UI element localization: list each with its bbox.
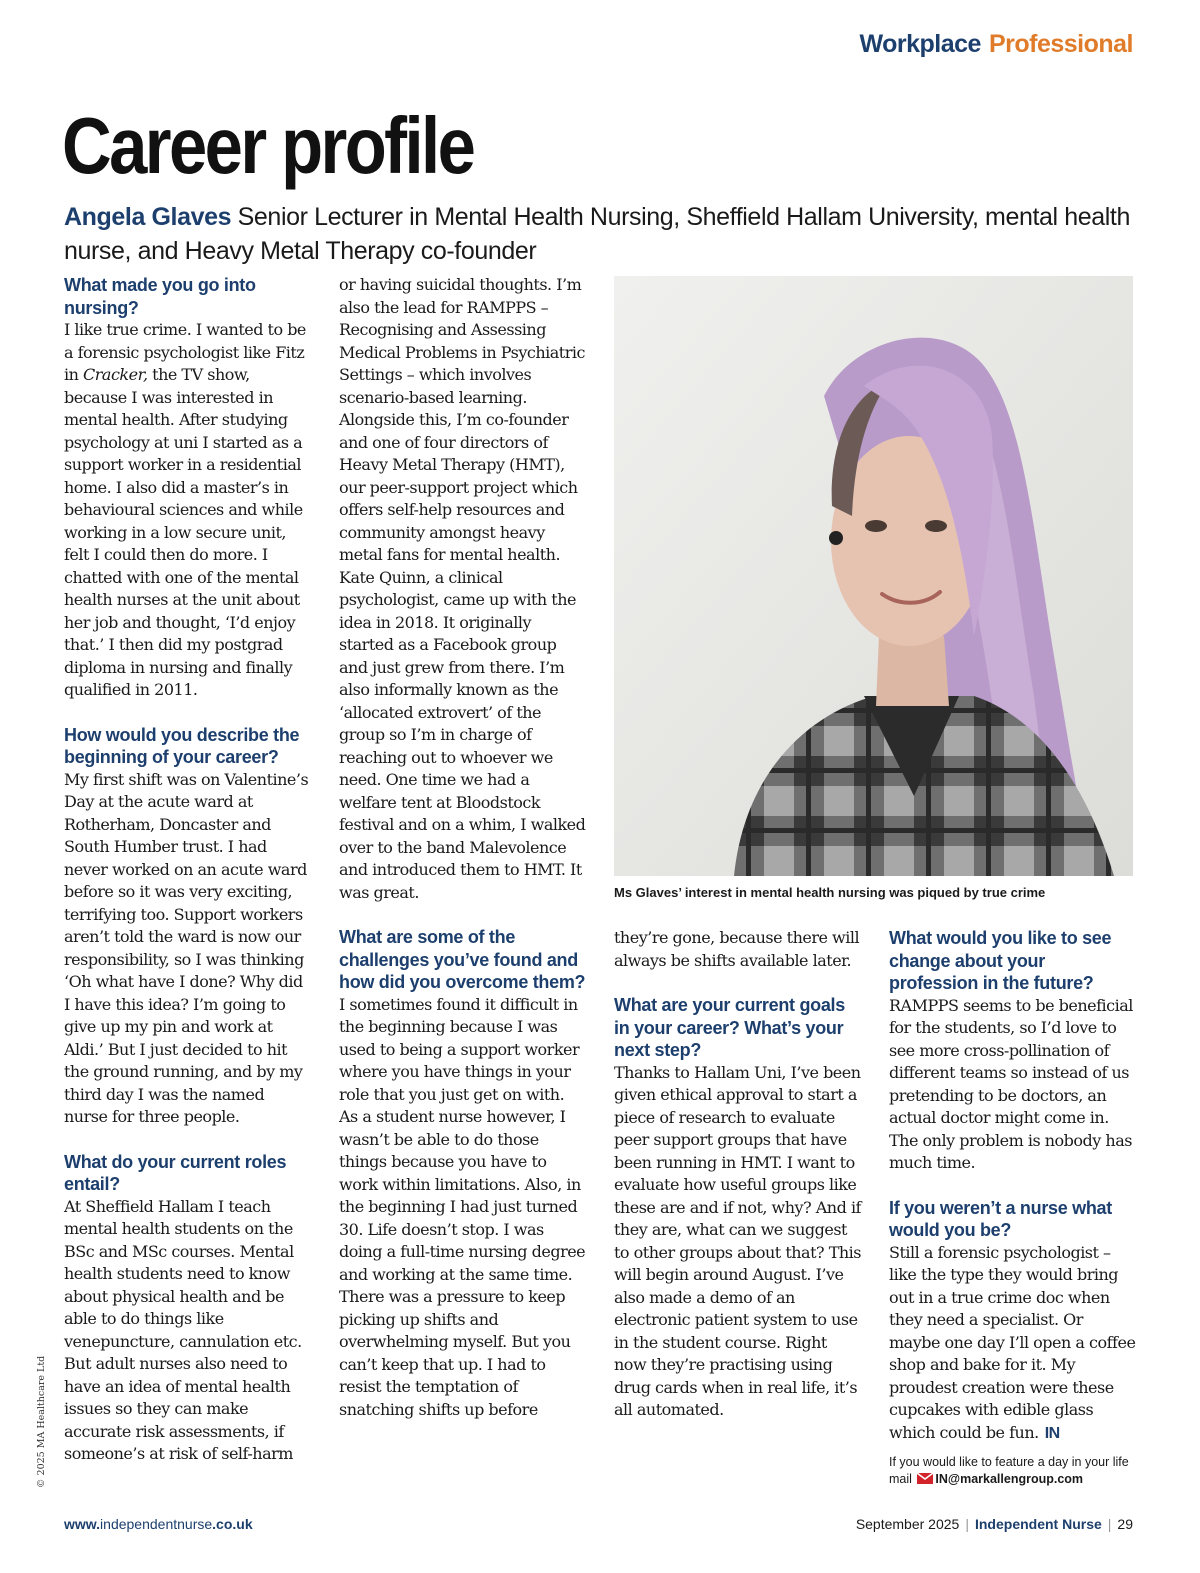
section-primary: Workplace xyxy=(859,30,981,58)
column-1 xyxy=(64,274,312,1466)
magazine-name: Independent Nurse xyxy=(974,1516,1102,1532)
footer-issue-info: September 2025 | Independent Nurse | 29 xyxy=(855,1516,1133,1532)
answer-text: or having suicidal thoughts. I’m also the lead for RAMPPS – Recognising and Assessing Medical Problems in Psychiatric Settings – which involves scenario-based learning. Alongside this, I’m co-founder and one of four directors of Heavy Metal Therapy (HMT), our peer-support project which offers self-help resources and community amongst heavy metal fans for mental health. Kate Quinn, a clinical psychologist, came up with the idea in 2018. It originally started as a Facebook group and just grew from there. I’m also informally known as the ‘allocated extrovert’ of the group so I’m in charge of reaching out to whoever we need. One time we had a welfare tent at Bloodstock festival and on a whim, I walked over to the band Malevolence and introduced them to HMT. It was great. xyxy=(339,275,586,902)
page-number: 29 xyxy=(1117,1516,1133,1532)
page-title: Career profile xyxy=(62,101,474,190)
profile-photo xyxy=(614,276,1133,876)
end-mark: IN xyxy=(1044,1424,1060,1442)
answer-text-end: the TV show, because I was interested in mental health. After studying psychology at uni I started as a support worker in a residential home. I also did a master’s in behavioural sciences and while working in a low secure unit, felt I could then do more. I chatted with one of the mental health nurses at the unit about her job and thought, ‘I’d enjoy that.’ I then did my postgrad diploma in nursing and finally qualified in 2011. xyxy=(64,365,303,699)
footer-website-link[interactable] xyxy=(64,1516,253,1532)
column-2 xyxy=(339,274,587,1421)
question-heading: What are your current goals in your career? What’s your next step? xyxy=(614,995,845,1060)
section-header xyxy=(859,30,1133,59)
subtitle xyxy=(64,200,1154,268)
portrait-illustration xyxy=(614,276,1133,876)
url-prefix: www. xyxy=(64,1516,101,1532)
question-heading: What would you like to see change about your profession in the future? xyxy=(889,928,1112,993)
feature-note-text: If you would like to feature a day in your life mail xyxy=(889,1455,1129,1486)
email-link[interactable]: IN@markallengroup.com xyxy=(935,1472,1084,1486)
url-brand: independentnurse xyxy=(100,1516,213,1532)
answer-text xyxy=(64,319,312,702)
issue-date: September 2025 xyxy=(855,1516,960,1532)
photo-caption: Ms Glaves’ interest in mental health nursing was piqued by true crime xyxy=(614,885,1046,900)
answer-text: they’re gone, because there will always be shifts available later. xyxy=(614,928,860,970)
question-heading: What are some of the challenges you’ve found and how did you overcome them? xyxy=(339,927,586,992)
answer-text xyxy=(889,1242,1137,1446)
url-suffix: .co.uk xyxy=(212,1516,253,1532)
profile-role: Senior Lecturer in Mental Health Nursing, Sheffield Hallam University, mental health nurse, and Heavy Metal Therapy co-founder xyxy=(64,203,1130,265)
answer-text: At Sheffield Hallam I teach mental health students on the BSc and MSc courses. Mental health students need to know about physical health and be able to do things like venepuncture, cannulation etc. But adult nurses also need to have an idea of mental health issues so they can make accurate risk assessments, if someone’s at risk of self-harm xyxy=(64,1196,302,1463)
answer-text-start: I like true crime. I wanted to be a forensic psychologist like Fitz in xyxy=(64,320,306,384)
section-secondary: Professional xyxy=(988,30,1133,58)
tv-show-title: Cracker, xyxy=(83,365,148,384)
question-heading: What made you go into nursing? xyxy=(64,275,256,318)
answer-text: RAMPPS seems to be beneficial for the students, so I’d love to see more cross-pollination of different teams so instead of us pretending to be doctors, an actual doctor might come in. The only problem is nobody has much time. xyxy=(889,995,1133,1172)
question-heading: What do your current roles entail? xyxy=(64,1151,287,1194)
column-4 xyxy=(889,927,1137,1445)
column-3 xyxy=(614,927,862,1422)
profile-name: Angela Glaves xyxy=(64,203,232,231)
question-heading: If you weren’t a nurse what would you be? xyxy=(889,1197,1112,1240)
answer-text: My first shift was on Valentine’s Day at the acute ward at Rotherham, Doncaster and South Humber trust. I had never worked on an acute ward before so it was very exciting, terrifying too. Support workers aren’t told the ward is now our responsibility, so I was thinking ‘Oh what have I done? Why did I have this idea? I’m going to give up my pin and work at Aldi.’ But I just decided to hit the ground running, and by my third day I was the named nurse for three people. xyxy=(64,769,309,1126)
answer-text: Thanks to Hallam Uni, I’ve been given ethical approval to start a piece of research to evaluate peer support groups that have been running in HMT. I want to evaluate how useful groups like these are and if not, why? And if they are, what can we suggest to other groups about that? This will begin around August. I’ve also made a demo of an electronic patient system to use in the student course. Right now they’re practising using drug cards when in real life, it’s all automated. xyxy=(614,1062,861,1419)
envelope-icon xyxy=(917,1472,933,1483)
feature-note xyxy=(889,1454,1149,1488)
answer-text-body: Still a forensic psychologist – like the type they would bring out in a true crime doc when they need a specialist. Or maybe one day I’ll open a coffee shop and bake for it. My proudest creation were these cupcakes with edible glass which could be fun. xyxy=(889,1242,1136,1442)
question-heading: How would you describe the beginning of your career? xyxy=(64,724,300,767)
answer-text: I sometimes found it difficult in the beginning because I was used to being a support worker where you have things in your role that you just get on with. As a student nurse however, I wasn’t be able to do those things because you have to work within limitations. Also, in the beginning I had just turned 30. Life doesn’t stop. I was doing a full-time nursing degree and working at the same time. There was a pressure to keep picking up shifts and overwhelming myself. But you can’t keep that up. I had to resist the temptation of snatching shifts up before xyxy=(339,994,586,1419)
copyright-notice: © 2025 MA Healthcare Ltd xyxy=(36,1355,47,1488)
